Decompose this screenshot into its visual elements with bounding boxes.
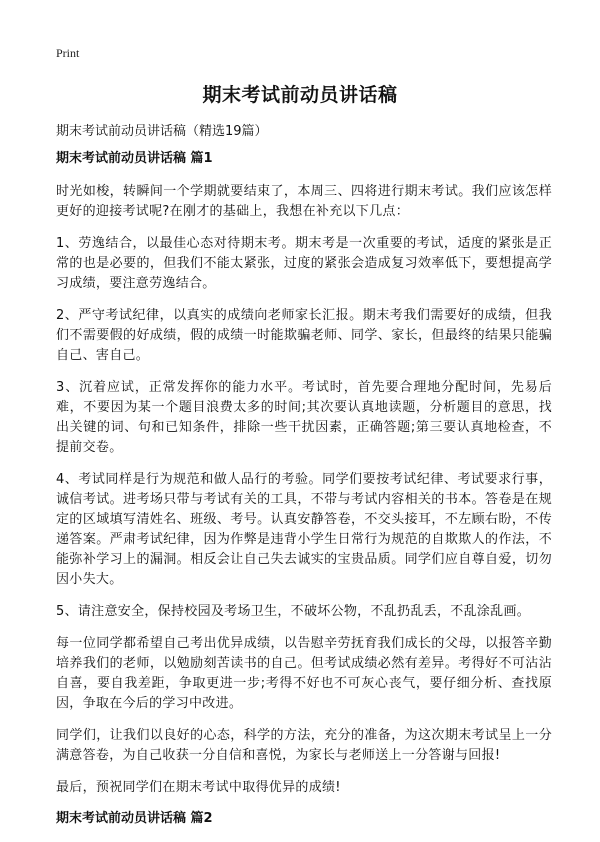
paragraph-point-3: 3、沉着应试，正常发挥你的能力水平。考试时，首先要合理地分配时间，先易后难，不要因为某一个题目浪费太多的时间;其次要认真地读题，分析题目的意思，找出关键的词、句和已知条件，排除一些干扰因素，正确答题;第三要认真地检查，不提前交卷。 bbox=[56, 380, 552, 455]
section-heading: 期末考试前动员讲话稿 篇1 bbox=[56, 151, 213, 166]
section-heading: 期末考试前动员讲话稿 篇2 bbox=[56, 811, 213, 826]
paragraph-intro: 时光如梭，转瞬间一个学期就要结束了，本周三、四将进行期末考试。我们应该怎样更好的迎接考试呢?在刚才的基础上，我想在补充以下几点： bbox=[56, 184, 552, 219]
paragraph-point-1: 1、劳逸结合，以最佳心态对待期末考。期末考是一次重要的考试，适度的紧张是正常的也是必要的，但我们不能太紧张，过度的紧张会造成复习效率低下，要想提高学习成绩，要注意劳逸结合。 bbox=[56, 236, 552, 291]
paragraph-point-2: 2、严守考试纪律，以真实的成绩向老师家长汇报。期末考我们需要好的成绩，但我们不需要假的好成绩，假的成绩一时能欺骗老师、同学、家长，但最终的结果只能骗自己、害自己。 bbox=[56, 308, 552, 363]
document-subtitle: 期末考试前动员讲话稿（精选19篇） bbox=[56, 124, 268, 139]
paragraph-closing: 最后，预祝同学们在期末考试中取得优异的成绩! bbox=[56, 780, 341, 795]
paragraph-call-to-action: 同学们，让我们以良好的心态，科学的方法，充分的准备，为这次期末考试呈上一分满意答卷，为自己收获一分自信和喜悦，为家长与老师送上一分答谢与回报! bbox=[56, 728, 552, 763]
print-link[interactable]: Print bbox=[56, 46, 80, 60]
document-title: 期末考试前动员讲话稿 bbox=[202, 84, 398, 106]
paragraph-point-5: 5、请注意安全，保持校园及考场卫生，不破坏公物，不乱扔乱丢，不乱涂乱画。 bbox=[56, 604, 531, 619]
paragraph-point-4: 4、考试同样是行为规范和做人品行的考验。同学们要按考试纪律、考试要求行事，诚信考试。进考场只带与考试有关的工具，不带与考试内容相关的书本。答卷是在规定的区域填写清姓名、班级、考号。认真安静答卷，不交头接耳，不左顾右盼，不传递答案。严肃考试纪律，因为作弊是违背小学生日常行为规范的自欺欺人的作法，不能弥补学习上的漏洞。相反会让自己失去诚实的宝贵品质。同学们应自尊自爱，切勿因小失大。 bbox=[56, 472, 552, 587]
paragraph-encouragement: 每一位同学都希望自己考出优异成绩，以告慰辛劳抚育我们成长的父母，以报答辛勤培养我们的老师，以勉励刻苦读书的自己。但考试成绩必然有差异。考得好不可沾沾自喜，要自我差距，争取更进一步;考得不好也不可灰心丧气，要仔细分析、查找原因，争取在今后的学习中改进。 bbox=[56, 636, 552, 711]
document-body bbox=[56, 150, 552, 842]
